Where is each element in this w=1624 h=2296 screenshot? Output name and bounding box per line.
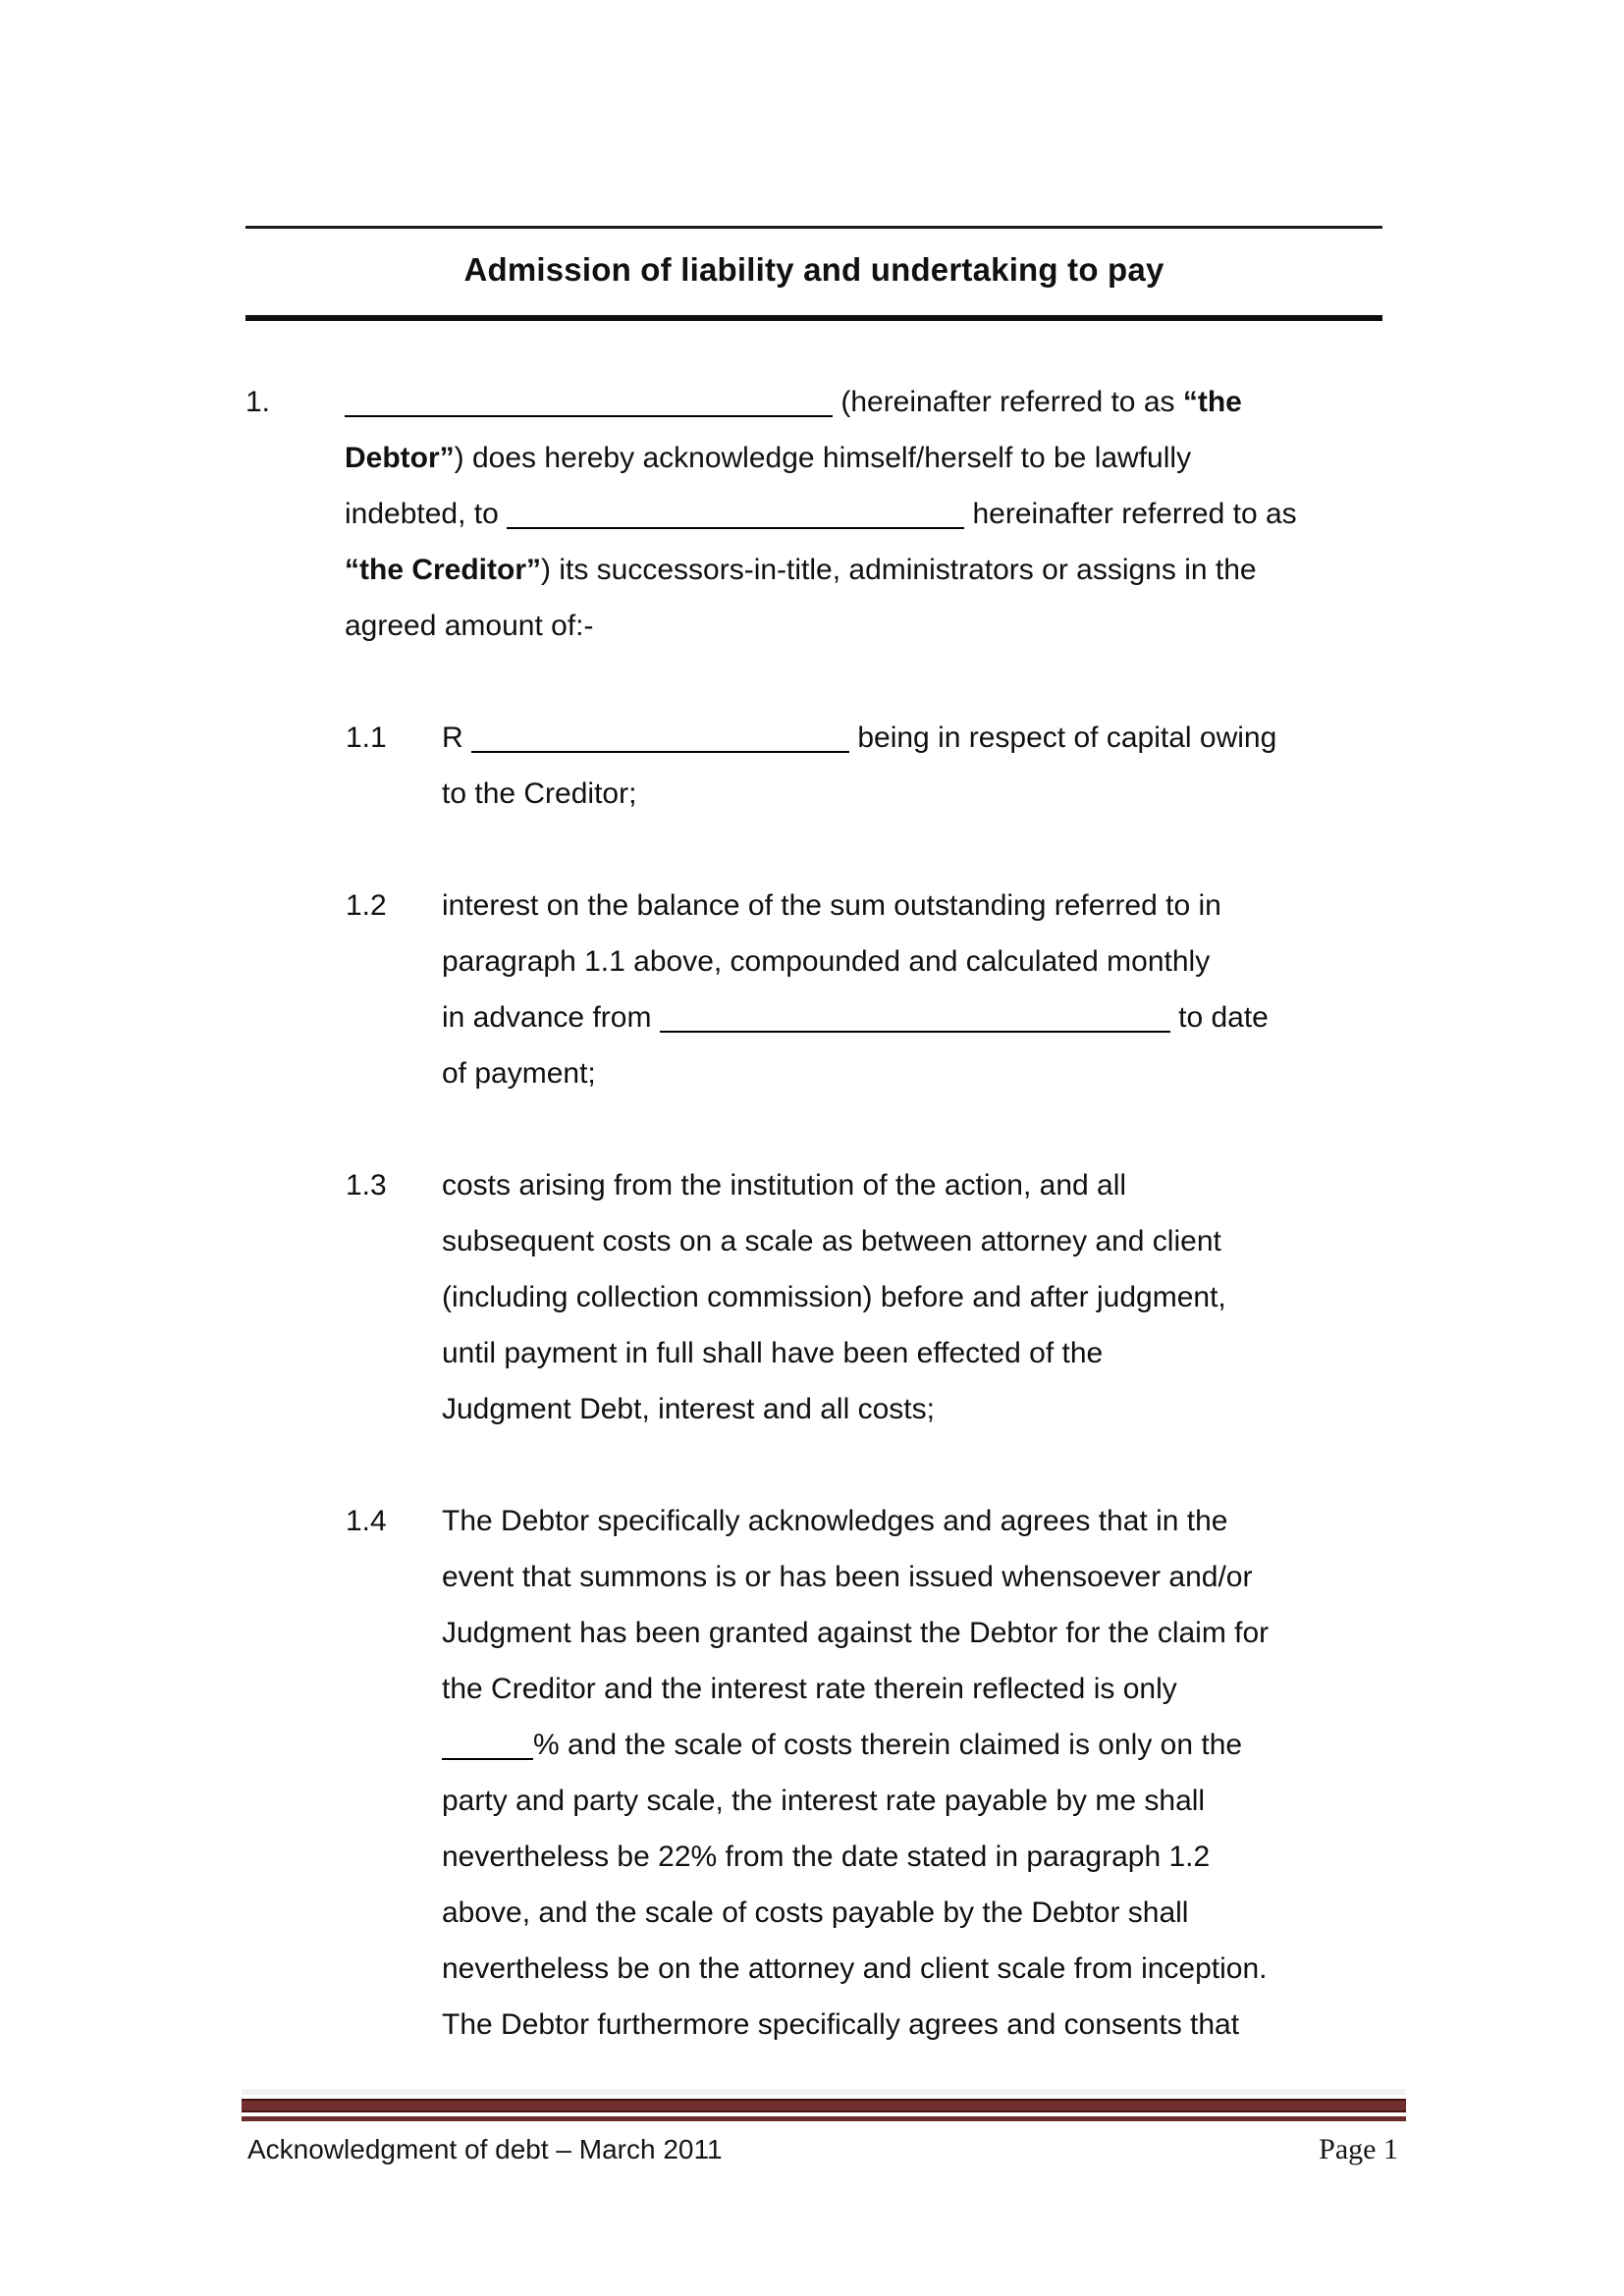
blank-underline — [471, 751, 849, 753]
paragraph-text — [345, 374, 1382, 654]
paragraph-text — [442, 710, 1382, 822]
blank-underline — [660, 1031, 1170, 1033]
paragraph-1.2 — [346, 878, 1382, 1101]
text-line: (hereinafter referred to as “the — [345, 374, 1382, 430]
text-line: The Debtor specifically acknowledges and agrees that in the — [442, 1505, 1228, 1537]
blank-underline — [442, 1758, 533, 1760]
paragraph-text — [442, 1157, 1382, 1437]
paragraph-1.4 — [346, 1493, 1382, 2053]
paragraph-number: 1. — [245, 386, 271, 418]
paragraph-number: 1.3 — [346, 1169, 387, 1201]
text-line: paragraph 1.1 above, compounded and calculated monthly — [442, 945, 1211, 978]
text-line: “the Creditor”) its successors-in-title, administrators or assigns in the — [345, 554, 1257, 586]
page-footer — [242, 2089, 1406, 2166]
text-line: event that summons is or has been issued whensoever and/or — [442, 1561, 1253, 1593]
text-line: nevertheless be on the attorney and client scale from inception. — [442, 1952, 1268, 1985]
document-title: Admission of liability and undertaking to pay — [463, 251, 1164, 288]
text-line: % and the scale of costs therein claimed is only on the — [442, 1717, 1382, 1773]
text-line: Debtor”) does hereby acknowledge himself/herself to be lawfully — [345, 442, 1192, 474]
text-line: to the Creditor; — [442, 777, 637, 810]
text-line: (including collection commission) before and after judgment, — [442, 1281, 1226, 1313]
text-line: the Creditor and the interest rate therein reflected is only — [442, 1673, 1177, 1705]
paragraph-1.1 — [346, 710, 1382, 822]
footer-rule-thick — [242, 2099, 1406, 2112]
footer-text-row — [242, 2133, 1406, 2166]
paragraph-number: 1.2 — [346, 889, 387, 922]
paragraph-1.3 — [346, 1157, 1382, 1437]
paragraph-text — [442, 878, 1382, 1101]
text-line: R being in respect of capital owing — [442, 721, 1277, 754]
text-line: subsequent costs on a scale as between attorney and client — [442, 1225, 1221, 1257]
text-line: nevertheless be 22% from the date stated in paragraph 1.2 — [442, 1841, 1211, 1873]
footer-shadow-strip — [242, 2089, 1406, 2095]
blank-underline — [507, 527, 964, 529]
text-line: party and party scale, the interest rate payable by me shall — [442, 1785, 1206, 1817]
text-line: agreed amount of:- — [345, 610, 594, 642]
footer-rule-thin — [242, 2116, 1406, 2121]
title-block — [245, 226, 1382, 321]
paragraph-1 — [245, 374, 1382, 654]
blank-underline — [345, 415, 833, 417]
text-line: until payment in full shall have been effected of the — [442, 1337, 1104, 1369]
footer-page-number: Page 1 — [1319, 2133, 1398, 2165]
text-line: interest on the balance of the sum outstanding referred to in — [442, 889, 1221, 922]
paragraph-list — [245, 374, 1382, 2053]
paragraph-text — [442, 1493, 1382, 2053]
paragraph-number: 1.4 — [346, 1505, 387, 1537]
text-line: above, and the scale of costs payable by the Debtor shall — [442, 1896, 1189, 1929]
text-line: indebted, to hereinafter referred to as — [345, 498, 1297, 530]
text-line: of payment; — [442, 1057, 596, 1090]
footer-document-name: Acknowledgment of debt – March 2011 — [247, 2134, 723, 2164]
text-line: Judgment has been granted against the Debtor for the claim for — [442, 1617, 1270, 1649]
text-line: in advance from to date — [442, 1001, 1269, 1034]
text-line: costs arising from the institution of the action, and all — [442, 1169, 1127, 1201]
paragraph-number: 1.1 — [346, 721, 387, 754]
text-line: Judgment Debt, interest and all costs; — [442, 1393, 935, 1425]
text-line: The Debtor furthermore specifically agrees and consents that — [442, 2008, 1240, 2041]
